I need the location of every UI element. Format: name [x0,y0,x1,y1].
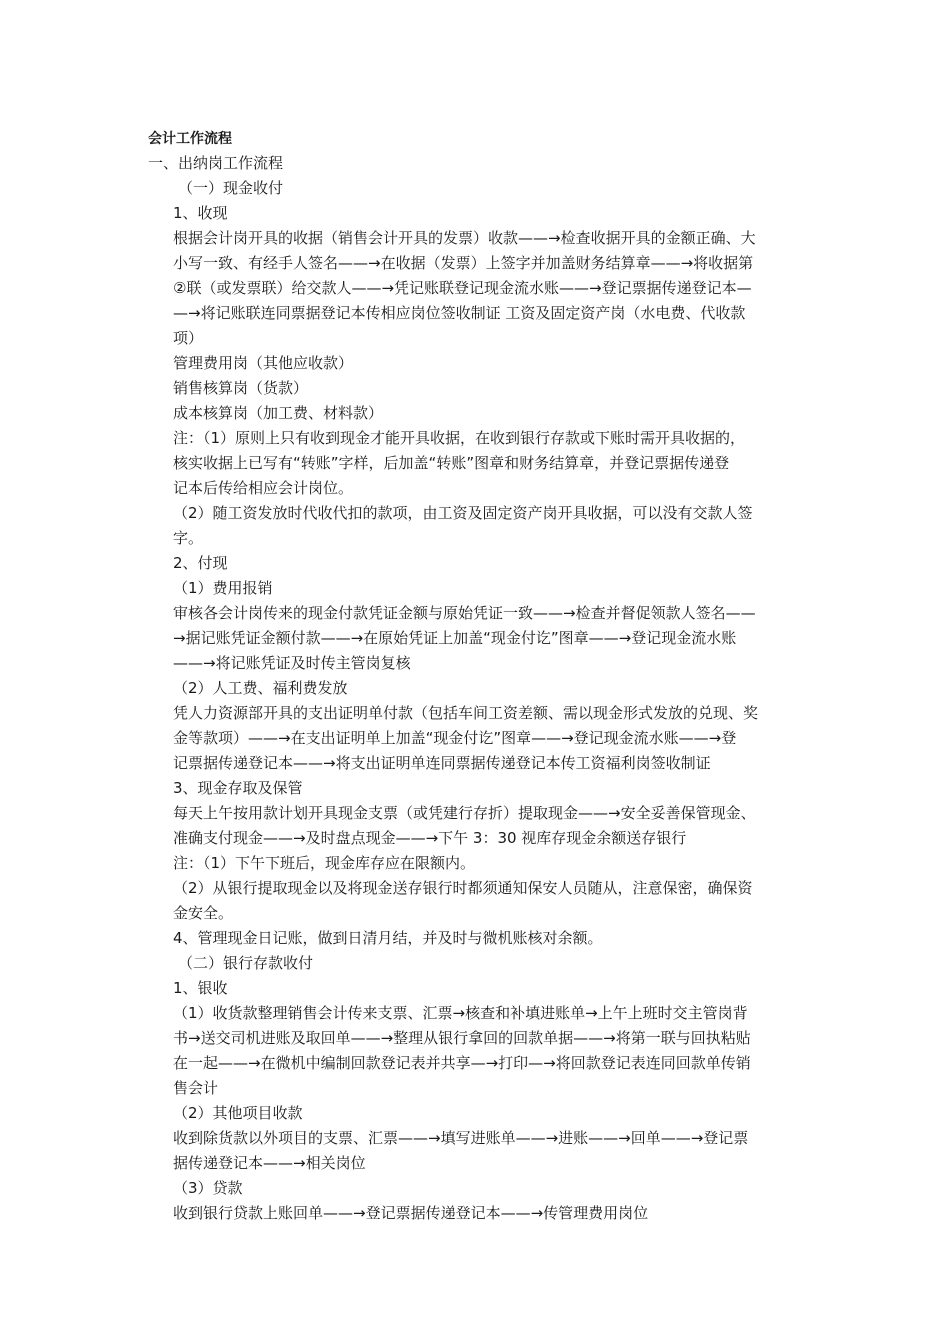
note-line: 核实收据上已写有“转账”字样，后加盖“转账”图章和财务结算章，并登记票据传递登 [173,454,730,472]
note-line: 记本后传给相应会计岗位。 [173,479,354,497]
text-line: 收到除货款以外项目的支票、汇票——→填写进账单——→进账——→回单——→登记票 [173,1129,749,1147]
text-line: 收到银行贷款上账回单——→登记票据传递登记本——→传管理费用岗位 [173,1204,649,1222]
section-heading: 一、出纳岗工作流程 [148,154,284,172]
subsection-heading: （一）现金收付 [178,179,284,197]
sub-item-heading: （3）贷款 [173,1179,243,1197]
note-line: （2）随工资发放时代收代扣的款项，由工资及固定资产岗开具收据，可以没有交款人签 [173,504,753,522]
text-line: —→将记账联连同票据登记本传相应岗位签收制证 工资及固定资产岗（水电费、代收款 [173,304,746,322]
sub-item-heading: （2）人工费、福利费发放 [173,679,348,697]
note-line: 注：（1）原则上只有收到现金才能开具收据，在收到银行存款或下账时需开具收据的， [173,429,746,447]
text-line: 管理费用岗（其他应收款） [173,354,354,372]
text-line: 根据会计岗开具的收据（销售会计开具的发票）收款——→检查收据开具的金额正确、大 [173,229,756,247]
text-line: 记票据传递登记本——→将支出证明单连同票据传递登记本传工资福利岗签收制证 [173,754,711,772]
item-heading: 1、银收 [173,979,228,997]
document-title: 会计工作流程 [148,131,232,147]
text-line: 准确支付现金——→及时盘点现金——→下午 3：30 视库存现金余额送存银行 [173,829,687,847]
text-line: 销售核算岗（货款） [173,379,309,397]
note-line: （2）从银行提取现金以及将现金送存银行时都须通知保安人员随从，注意保密，确保资 [173,879,753,897]
text-line: （1）收货款整理销售会计传来支票、汇票→核查和补填进账单→上午上班时交主管岗背 [173,1004,748,1022]
text-line: 书→送交司机进账及取回单——→整理从银行拿回的回款单据——→将第一联与回执粘贴 [173,1029,751,1047]
note-line: 注：（1）下午下班后，现金库存应在限额内。 [173,854,476,872]
sub-item-heading: （1）费用报销 [173,579,273,597]
note-line: 字。 [173,529,204,547]
text-line: 据传递登记本——→相关岗位 [173,1154,366,1172]
text-line: 售会计 [173,1079,219,1097]
text-line: 项） [173,329,204,347]
item-heading: 3、现金存取及保管 [173,779,303,797]
item-heading: 4、管理现金日记账，做到日清月结，并及时与微机账核对余额。 [173,929,603,947]
text-line: 每天上午按用款计划开具现金支票（或凭建行存折）提取现金——→安全妥善保管现金、 [173,804,756,822]
subsection-heading: （二）银行存款收付 [178,954,314,972]
item-heading: 2、付现 [173,554,228,572]
text-line: ②联（或发票联）给交款人——→凭记账联登记现金流水账——→登记票据传递登记本— [173,279,752,297]
text-line: 审核各会计岗传来的现金付款凭证金额与原始凭证一致——→检查并督促领款人签名—— [173,604,756,622]
text-line: 在一起——→在微机中编制回款登记表并共享—→打印—→将回款登记表连同回款单传销 [173,1054,751,1072]
text-line: ——→将记账凭证及时传主管岗复核 [173,654,411,672]
item-heading: 1、收现 [173,204,228,222]
sub-item-heading: （2）其他项目收款 [173,1104,303,1122]
text-line: 成本核算岗（加工费、材料款） [173,404,384,422]
text-line: 金等款项）——→在支出证明单上加盖“现金付讫”图章——→登记现金流水账——→登 [173,729,737,747]
text-line: 凭人力资源部开具的支出证明单付款（包括车间工资差额、需以现金形式发放的兑现、奖 [173,704,759,722]
text-line: 小写一致、有经手人签名——→在收据（发票）上签字并加盖财务结算章——→将收据第 [173,254,754,272]
text-line: →据记账凭证金额付款——→在原始凭证上加盖“现金付讫”图章——→登记现金流水账 [173,629,737,647]
note-line: 金安全。 [173,904,234,922]
